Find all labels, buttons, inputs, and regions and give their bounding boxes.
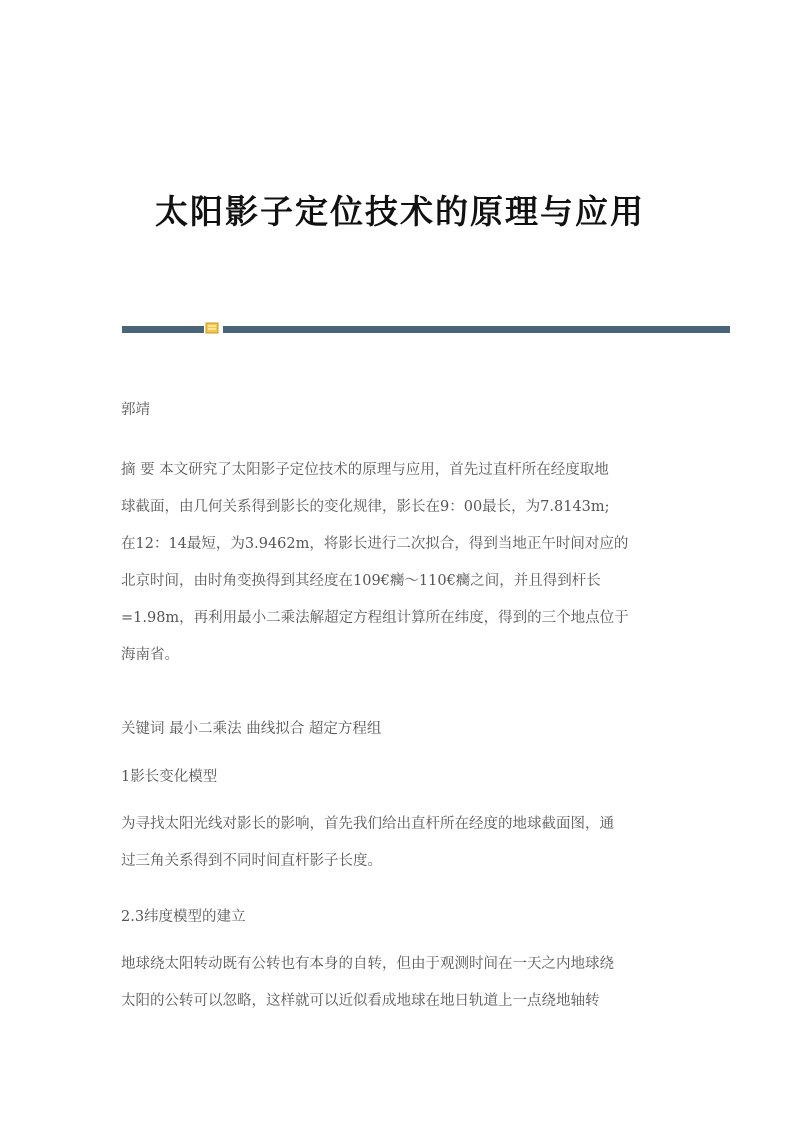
abstract-line: 北京时间，由时角变换得到其经度在109€癵～110€癵之间，并且得到杆长	[121, 573, 601, 589]
abstract-line: 海南省。	[121, 647, 179, 663]
keywords-line: 关键词 最小二乘法 曲线拟合 超定方程组	[121, 721, 382, 737]
section-2-line: 太阳的公转可以忽略，这样就可以近似看成地球在地日轨道上一点绕地轴转	[121, 993, 600, 1009]
section-2-paragraph	[121, 946, 614, 1020]
document-icon	[205, 322, 219, 334]
document-title: 太阳影子定位技术的原理与应用	[155, 192, 645, 231]
section-1-paragraph	[121, 806, 614, 880]
header-rule-right	[223, 326, 730, 333]
abstract-paragraph	[121, 452, 629, 674]
section-1-line: 为寻找太阳光线对影长的影响，首先我们给出直杆所在经度的地球截面图，通	[121, 816, 614, 832]
section-1-heading: 1影长变化模型	[121, 769, 218, 785]
header-rule-left	[122, 326, 204, 333]
author-name: 郭靖	[121, 402, 150, 418]
abstract-line: 在12：14最短，为3.9462m，将影长进行二次拟合，得到当地正午时间对应的	[121, 536, 629, 552]
section-1-line: 过三角关系得到不同时间直杆影子长度。	[121, 853, 382, 869]
section-2-line: 地球绕太阳转动既有公转也有本身的自转，但由于观测时间在一天之内地球绕	[121, 956, 614, 972]
abstract-line: =1.98m，再利用最小二乘法解超定方程组计算所在纬度，得到的三个地点位于	[121, 610, 629, 626]
abstract-line: 摘 要 本文研究了太阳影子定位技术的原理与应用，首先过直杆所在经度取地	[121, 462, 609, 478]
section-2-heading: 2.3纬度模型的建立	[121, 909, 246, 925]
abstract-line: 球截面，由几何关系得到影长的变化规律，影长在9：00最长，为7.8143m;	[121, 499, 610, 515]
